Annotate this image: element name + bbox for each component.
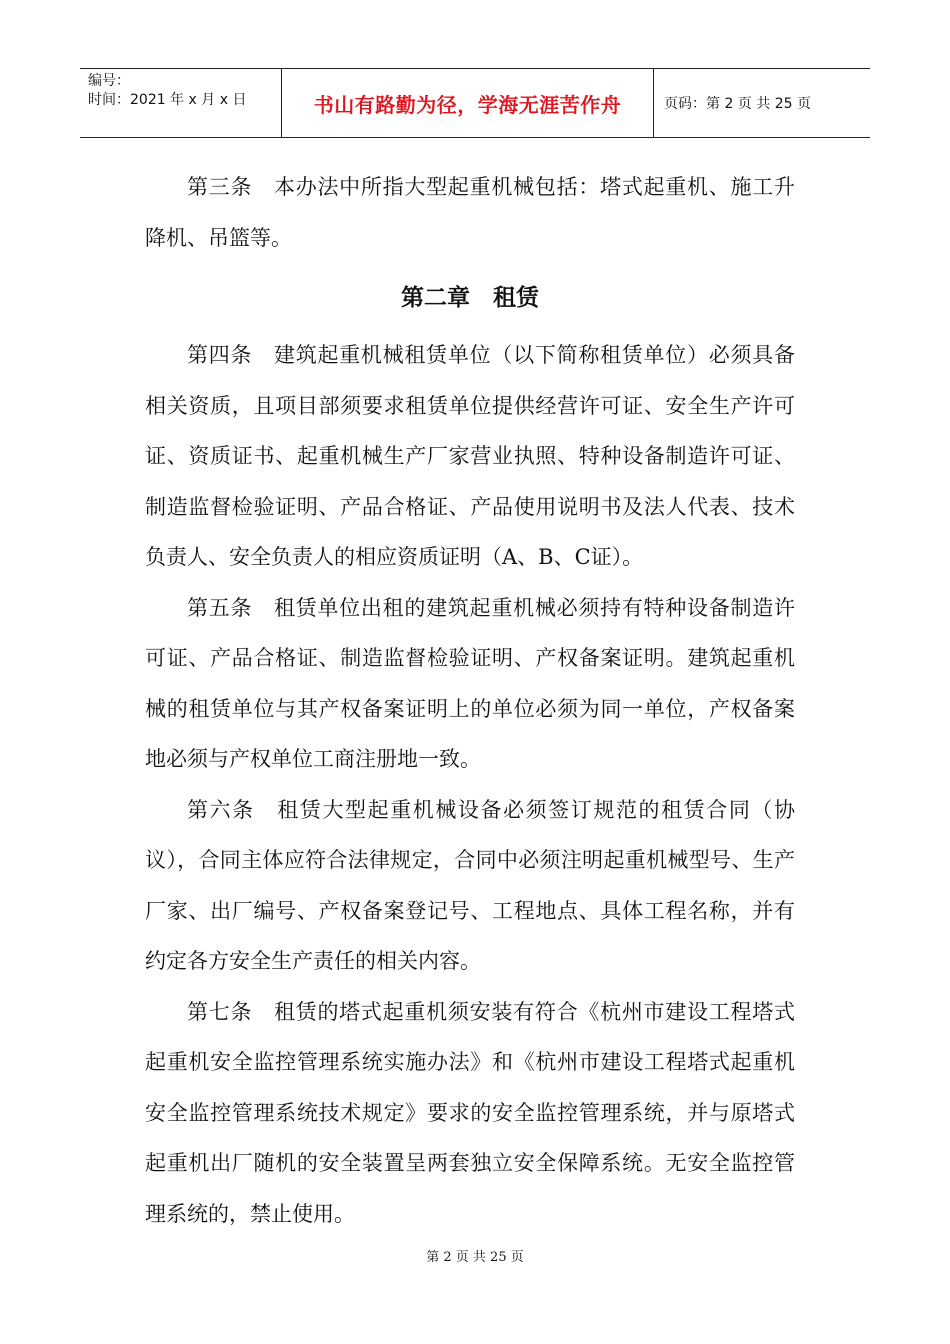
page-footer: 第 2 页 共 25 页 (426, 1250, 524, 1265)
document-date: 时间：2021 年 x 月 x 日 (88, 92, 247, 108)
article-5: 第五条 租赁单位出租的建筑起重机械必须持有特种设备制造许可证、产品合格证、制造监督检验证明、产权备案证明。建筑起重机械的租赁单位与其产权备案证明上的单位必须为同一单位，产权备案地必须与产权单位工商注册地一致。 (145, 595, 795, 771)
article-4: 第四条 建筑起重机械租赁单位（以下简称租赁单位）必须具备相关资质，且项目部须要求租赁单位提供经营许可证、安全生产许可证、资质证书、起重机械生产厂家营业执照、特种设备制造许可证、制造监督检验证明、产品合格证、产品使用说明书及法人代表、技术负责人、安全负责人的相应资质证明（A、B、C证）。 (145, 343, 795, 569)
header-meta (80, 69, 282, 137)
page-header (80, 68, 870, 138)
document-body (145, 162, 795, 1239)
document-number-label: 编号： (88, 73, 130, 89)
article-6: 第六条 租赁大型起重机械设备必须签订规范的租赁合同（协议），合同主体应符合法律规定，合同中必须注明起重机械型号、生产厂家、出厂编号、产权备案登记号、工程地点、具体工程名称，并有约定各方安全生产责任的相关内容。 (145, 797, 795, 973)
header-page-number: 页码：第 2 页 共 25 页 (664, 96, 811, 112)
article-7: 第七条 租赁的塔式起重机须安装有符合《杭州市建设工程塔式起重机安全监控管理系统实施办法》和《杭州市建设工程塔式起重机安全监控管理系统技术规定》要求的安全监控管理系统，并与原塔式起重机出厂随机的安全装置呈两套独立安全保障系统。无安全监控管理系统的，禁止使用。 (145, 999, 795, 1226)
chapter-title: 第二章 租赁 (401, 285, 539, 311)
header-motto: 书山有路勤为径，学海无涯苦作舟 (282, 69, 654, 137)
article-3: 第三条 本办法中所指大型起重机械包括：塔式起重机、施工升降机、吊篮等。 (145, 175, 795, 250)
